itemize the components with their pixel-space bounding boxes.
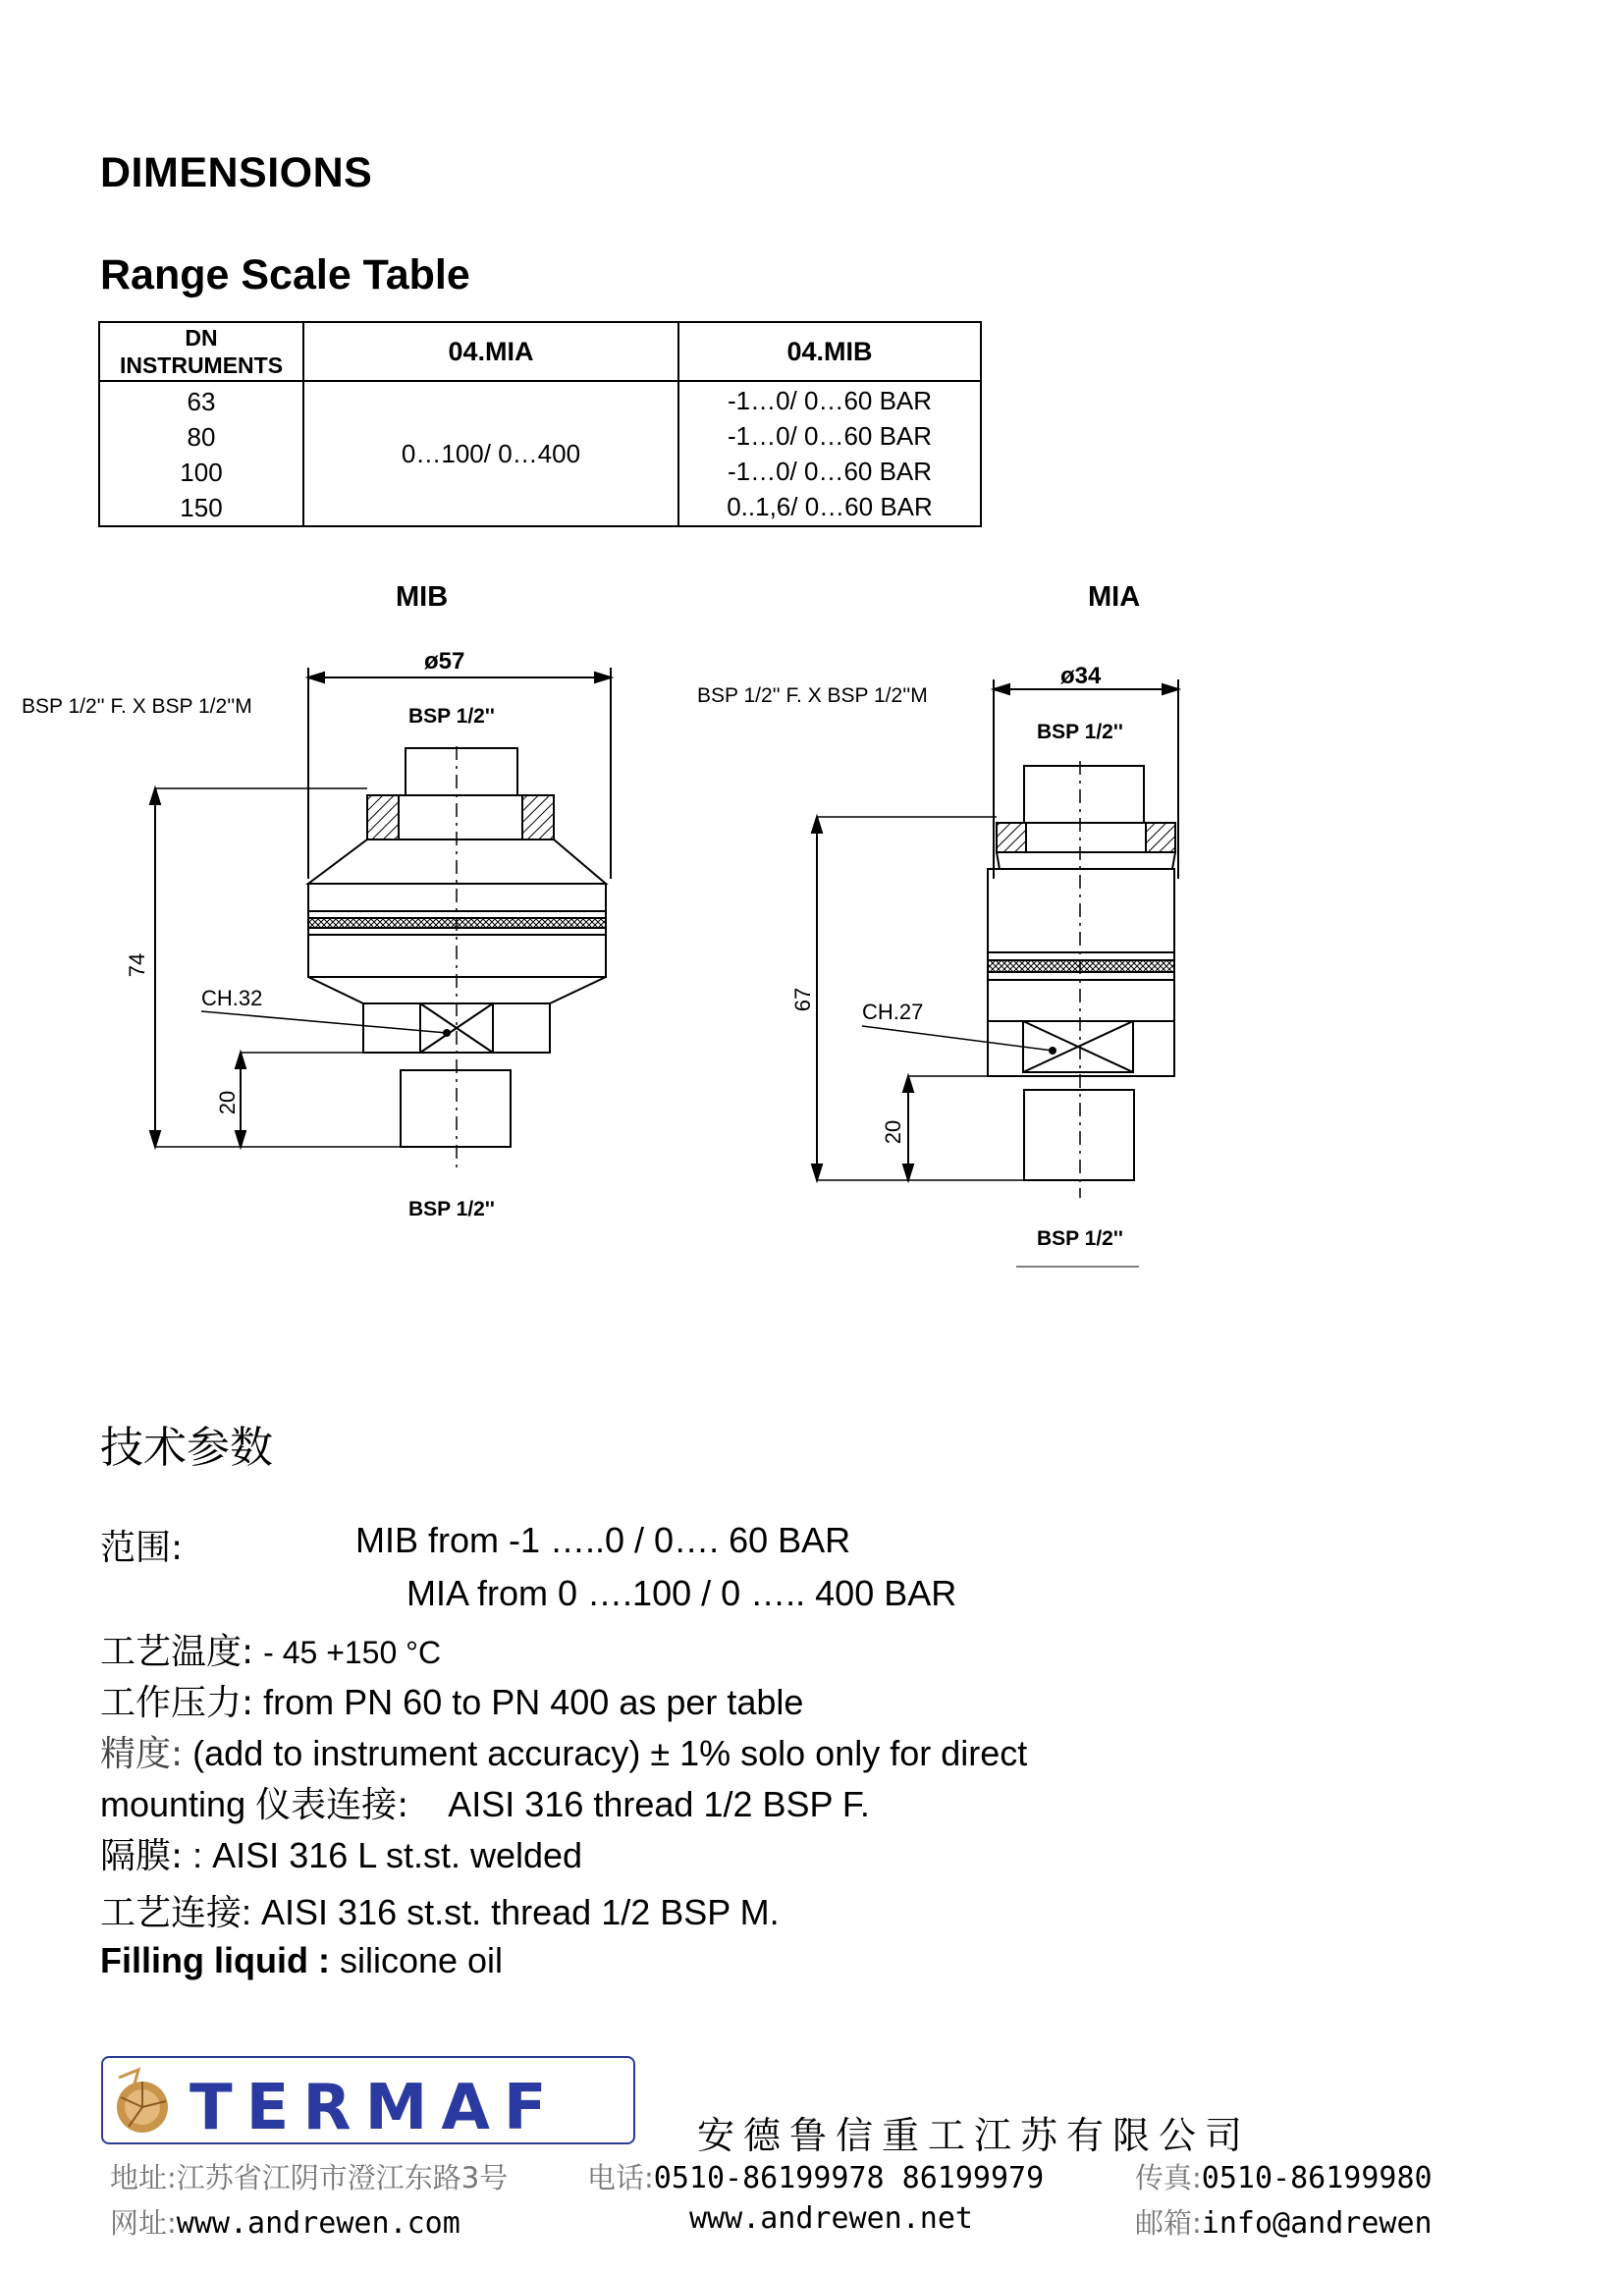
filling-value: silicone oil: [339, 1940, 504, 1980]
mib-hex-label: CH.32: [201, 986, 263, 1010]
mia-value-cell: 0…100/ 0…400: [303, 381, 678, 526]
footer-phone: [587, 2156, 1044, 2196]
specs-title: 技术参数: [100, 1423, 273, 1473]
filling-label: Filling liquid :: [100, 1940, 330, 1980]
pressure-label: 工作压力:: [100, 1683, 254, 1723]
mib-drawing-title: MIB: [396, 581, 449, 613]
instrument-conn-label: 仪表连接:: [255, 1785, 409, 1825]
email-link[interactable]: info@andrewen: [1201, 2206, 1433, 2241]
spec-mounting: [100, 1777, 870, 1827]
spec-range-label: [100, 1520, 183, 1570]
range-table-heading: Range Scale Table: [100, 251, 470, 298]
logo-word: TERMAF: [189, 2072, 561, 2144]
diaphragm-label: 隔膜:: [100, 1836, 184, 1876]
header-mia: 04.MIA: [303, 322, 678, 381]
mib-value: -1…0/ 0…60 BAR: [727, 421, 933, 451]
mia-height-label: 67: [790, 987, 816, 1012]
header-dn-line2: INSTRUMENTS: [119, 352, 284, 378]
footer-email: [1135, 2201, 1433, 2242]
mib-connection-note: BSP 1/2'' F. X BSP 1/2''M: [22, 695, 252, 718]
footer-fax: [1135, 2156, 1433, 2196]
footer-address: [110, 2156, 508, 2196]
mib-diameter-label: ø57: [424, 648, 465, 675]
spec-filling: [100, 1940, 503, 1981]
mounting-prefix: mounting: [100, 1784, 246, 1824]
company-name: 安德鲁信重工江苏有限公司: [697, 2114, 1252, 2157]
dimensions-heading: DIMENSIONS: [100, 149, 373, 196]
phone-value: 0510-86199978 86199979: [653, 2161, 1045, 2195]
pressure-value: from PN 60 to PN 400 as per table: [263, 1682, 804, 1722]
range-label: 范围:: [100, 1528, 184, 1568]
termaf-logo: [101, 2056, 635, 2144]
mia-hex-label: CH.27: [862, 1000, 924, 1024]
mia-thread-length-label: 20: [881, 1119, 906, 1145]
web1-link[interactable]: www.andrewen.com: [176, 2206, 460, 2241]
mib-bottom-thread-label: BSP 1/2'': [408, 1198, 495, 1220]
footer-web2[interactable]: www.andrewen.net: [689, 2201, 973, 2236]
accuracy-value: (add to instrument accuracy) ± 1% solo only for direct: [192, 1733, 1028, 1773]
logo-emblem-icon: [109, 2062, 178, 2140]
dn-value: 63: [187, 387, 216, 416]
phone-label: 电话:: [587, 2161, 654, 2194]
spec-accuracy: [100, 1726, 1027, 1776]
spec-pressure: [100, 1675, 803, 1725]
mia-top-thread-label: BSP 1/2'': [1037, 721, 1123, 743]
spec-range-line2: MIA from 0 ….100 / 0 ….. 400 BAR: [406, 1573, 957, 1613]
spec-range-line1: MIB from -1 …..0 / 0…. 60 BAR: [355, 1520, 851, 1560]
mib-value: 0..1,6/ 0…60 BAR: [727, 492, 933, 521]
dn-value: 100: [180, 458, 223, 487]
mib-height-label: 74: [125, 952, 150, 978]
mia-connection-note: BSP 1/2'' F. X BSP 1/2''M: [697, 684, 928, 707]
accuracy-label: 精度:: [100, 1734, 184, 1774]
instrument-conn-value: AISI 316 thread 1/2 BSP F.: [448, 1784, 870, 1824]
process-conn-value: : AISI 316 st.st. thread 1/2 BSP M.: [242, 1892, 780, 1932]
mia-diameter-label: ø34: [1060, 663, 1102, 689]
dn-value: 150: [180, 493, 223, 522]
fax-label: 传真:: [1135, 2161, 1202, 2194]
dn-value: 80: [187, 422, 216, 452]
web-label: 网址:: [110, 2206, 177, 2240]
footer-web1: [110, 2201, 460, 2242]
header-mib: 04.MIB: [678, 322, 981, 381]
mib-top-thread-label: BSP 1/2'': [408, 705, 495, 728]
mib-value: -1…0/ 0…60 BAR: [727, 457, 933, 486]
temp-label: 工艺温度:: [100, 1632, 254, 1672]
fax-value: 0510-86199980: [1201, 2161, 1433, 2195]
spec-temperature: [100, 1624, 441, 1674]
mib-thread-length-label: 20: [215, 1090, 241, 1115]
header-dn-line1: DN: [185, 325, 218, 351]
temp-value: - 45 +150 °C: [263, 1635, 442, 1670]
email-label: 邮箱:: [1135, 2206, 1202, 2240]
address-value: 江苏省江阴市澄江东路3号: [176, 2161, 509, 2194]
address-label: 地址:: [110, 2161, 177, 2194]
process-conn-label: 工艺连接: [100, 1893, 243, 1933]
spec-diaphragm: [100, 1828, 582, 1878]
mia-drawing: [812, 679, 1178, 1267]
mia-drawing-title: MIA: [1088, 581, 1141, 613]
spec-process-conn: [100, 1885, 780, 1935]
mib-value: -1…0/ 0…60 BAR: [727, 386, 933, 415]
mia-bottom-thread-label: BSP 1/2'': [1037, 1227, 1123, 1250]
diaphragm-value: : AISI 316 L st.st. welded: [192, 1835, 583, 1875]
